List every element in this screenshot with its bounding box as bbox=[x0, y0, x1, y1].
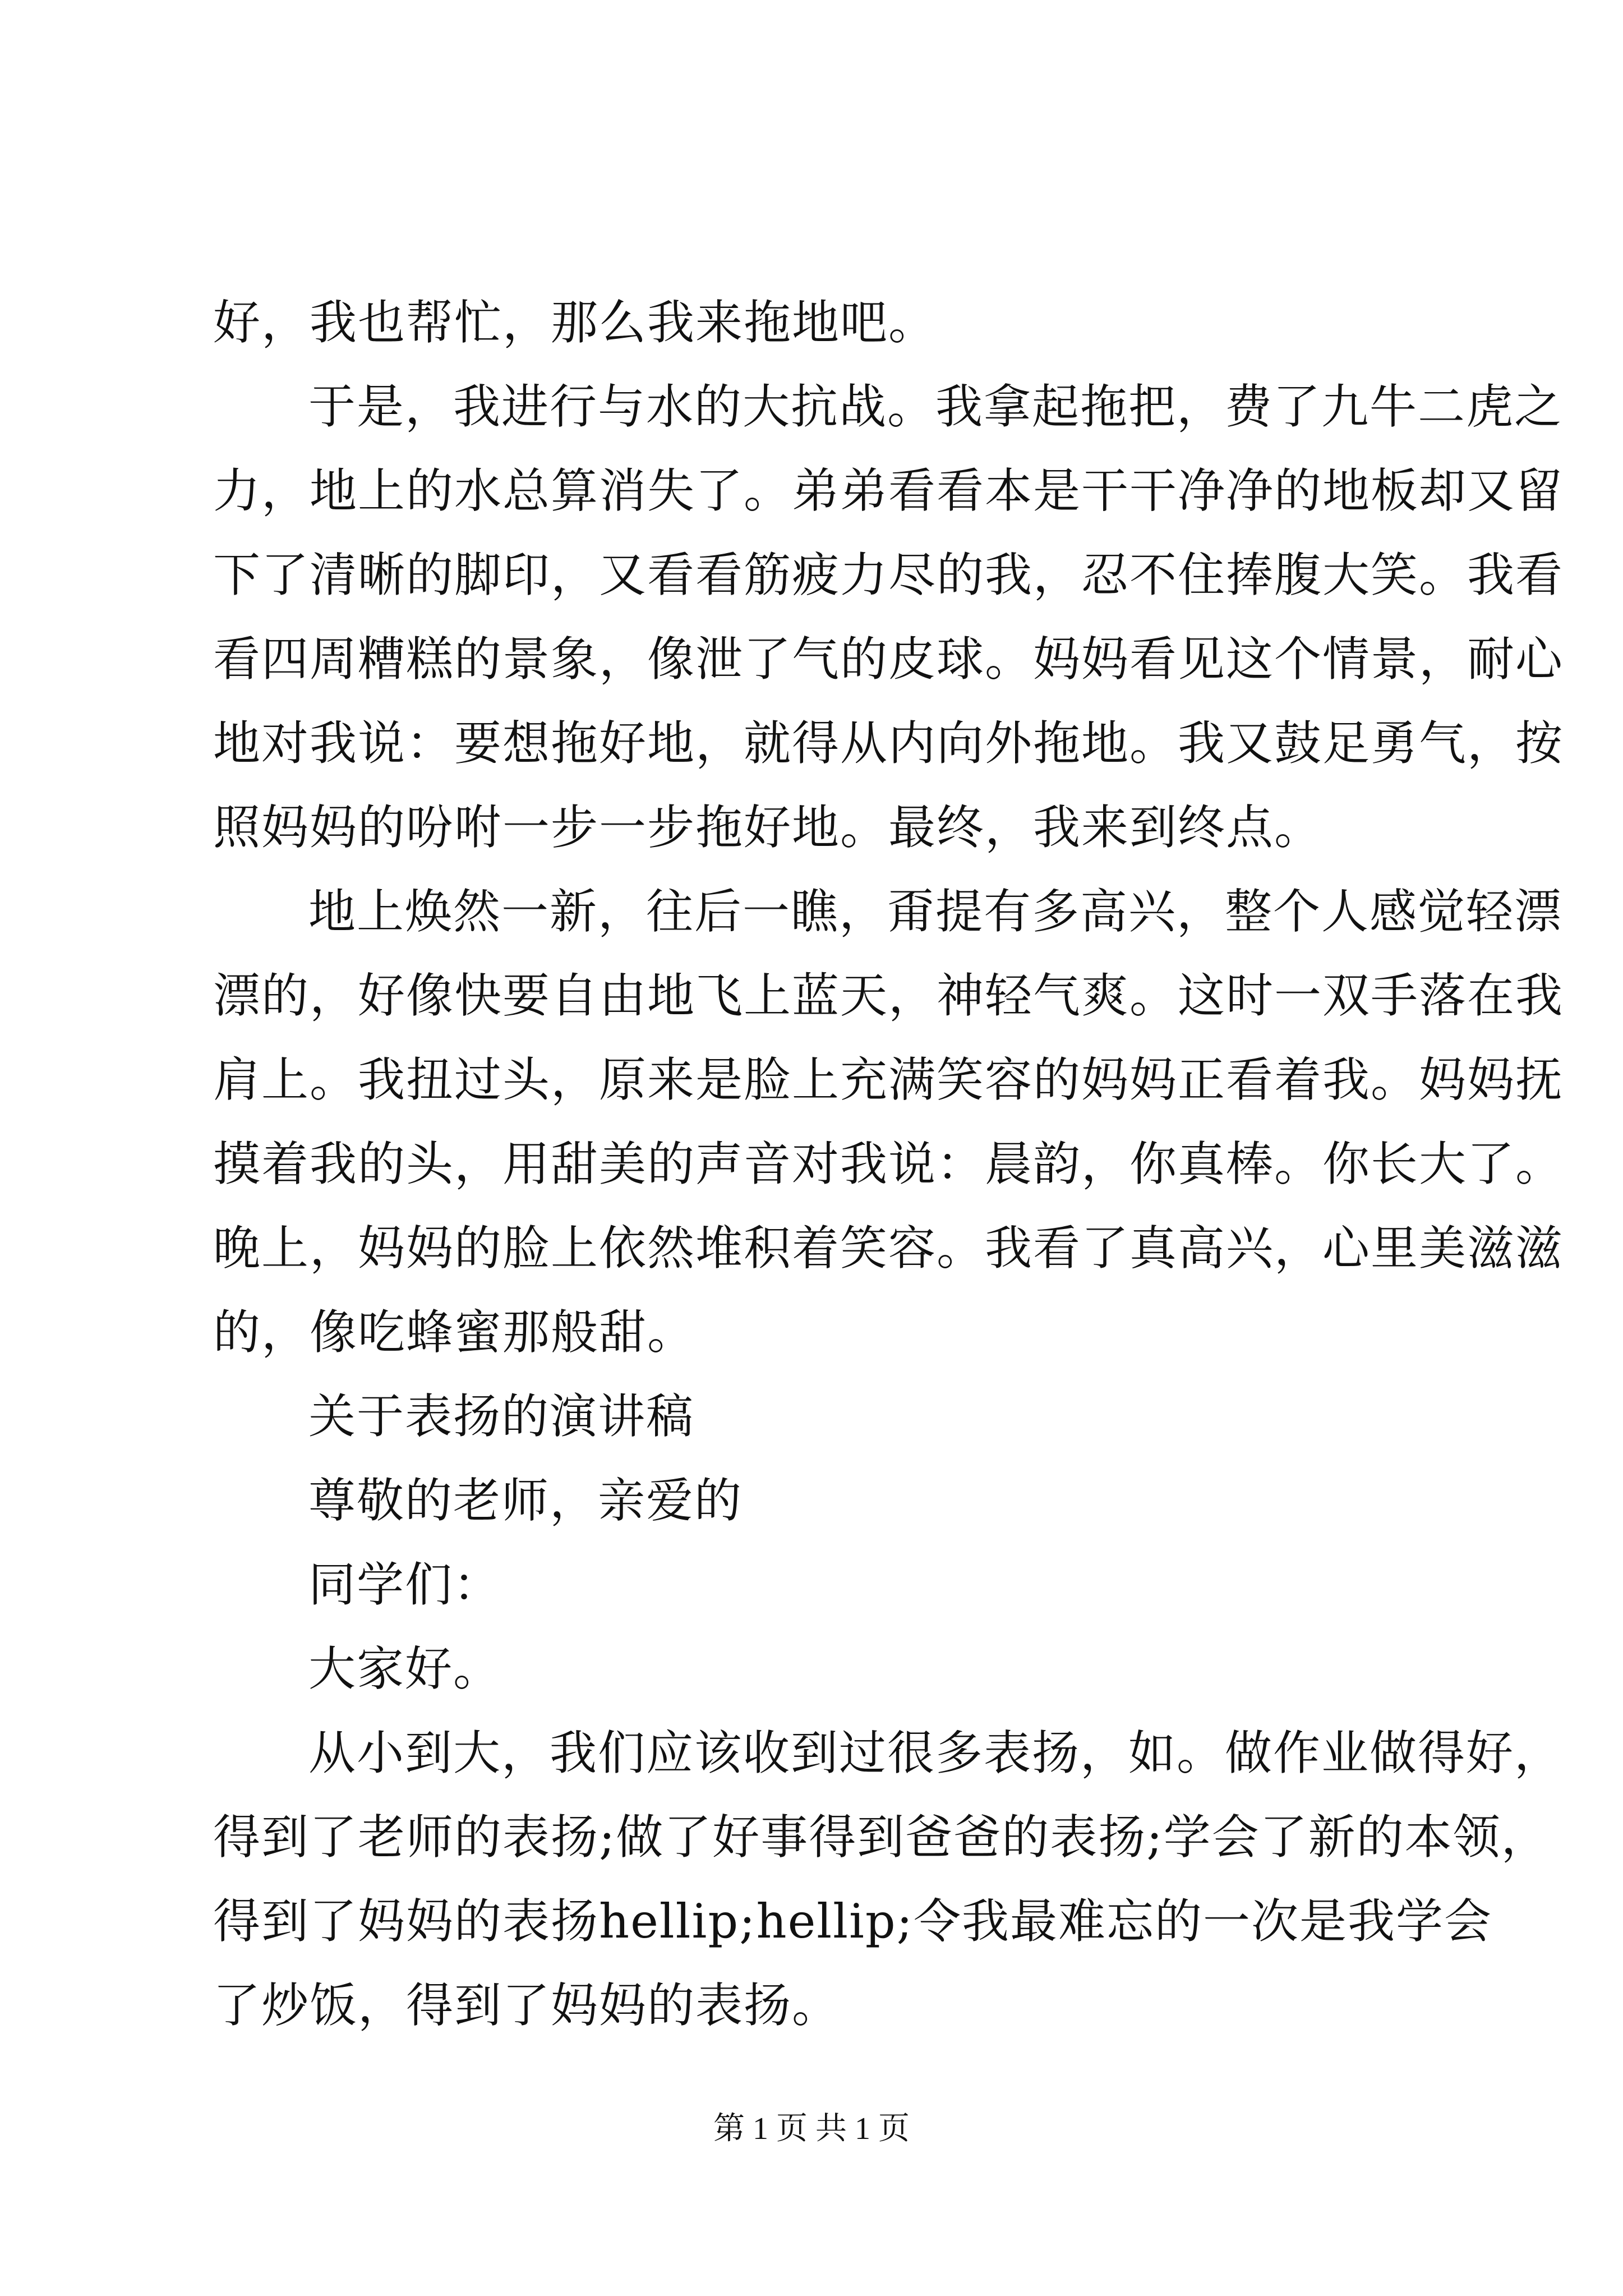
text-line: 的，像吃蜂蜜那般甜。 bbox=[213, 1305, 696, 1360]
text-line: 得到了老师的表扬;做了好事得到爸爸的表扬;学会了新的本领， bbox=[213, 1810, 1550, 1865]
greeting-line: 大家好。 bbox=[308, 1641, 502, 1696]
text-line: 照妈妈的吩咐一步一步拖好地。最终，我来到终点。 bbox=[213, 800, 1323, 855]
text-line: 地上焕然一新，往后一瞧，甭提有多高兴，整个人感觉轻漂 bbox=[308, 884, 1563, 939]
salutation-line: 尊敬的老师，亲爱的 bbox=[308, 1473, 743, 1528]
document-body bbox=[213, 280, 1564, 2047]
text-line: 好，我也帮忙，那么我来拖地吧。 bbox=[213, 295, 937, 350]
text-line: 漂的，好像快要自由地飞上蓝天，神轻气爽。这时一双手落在我 bbox=[213, 968, 1564, 1023]
speech-title: 关于表扬的演讲稿 bbox=[308, 1389, 695, 1444]
text-line: 下了清晰的脚印，又看看筋疲力尽的我，忍不住捧腹大笑。我看 bbox=[213, 547, 1564, 602]
text-line: 摸着我的头，用甜美的声音对我说：晨韵，你真棒。你长大了。 bbox=[213, 1137, 1564, 1191]
text-line: 地对我说：要想拖好地，就得从内向外拖地。我又鼓足勇气，按 bbox=[213, 716, 1564, 771]
salutation-line: 同学们： bbox=[308, 1557, 502, 1612]
page-number-footer: 第 1 页 共 1 页 bbox=[713, 2111, 910, 2146]
text-line: 晚上，妈妈的脸上依然堆积着笑容。我看了真高兴，心里美滋滋 bbox=[213, 1221, 1564, 1276]
text-line: 得到了妈妈的表扬hellip;hellip;令我最难忘的一次是我学会 bbox=[213, 1894, 1492, 1949]
text-line: 于是，我进行与水的大抗战。我拿起拖把，费了九牛二虎之 bbox=[308, 379, 1563, 434]
text-line: 从小到大，我们应该收到过很多表扬，如。做作业做得好， bbox=[308, 1726, 1563, 1780]
text-line: 力，地上的水总算消失了。弟弟看看本是干干净净的地板却又留 bbox=[213, 463, 1564, 518]
text-line: 看四周糟糕的景象，像泄了气的皮球。妈妈看见这个情景，耐心 bbox=[213, 632, 1564, 687]
text-line: 了炒饭，得到了妈妈的表扬。 bbox=[213, 1978, 841, 2033]
text-line: 肩上。我扭过头，原来是脸上充满笑容的妈妈正看着我。妈妈抚 bbox=[213, 1052, 1564, 1107]
